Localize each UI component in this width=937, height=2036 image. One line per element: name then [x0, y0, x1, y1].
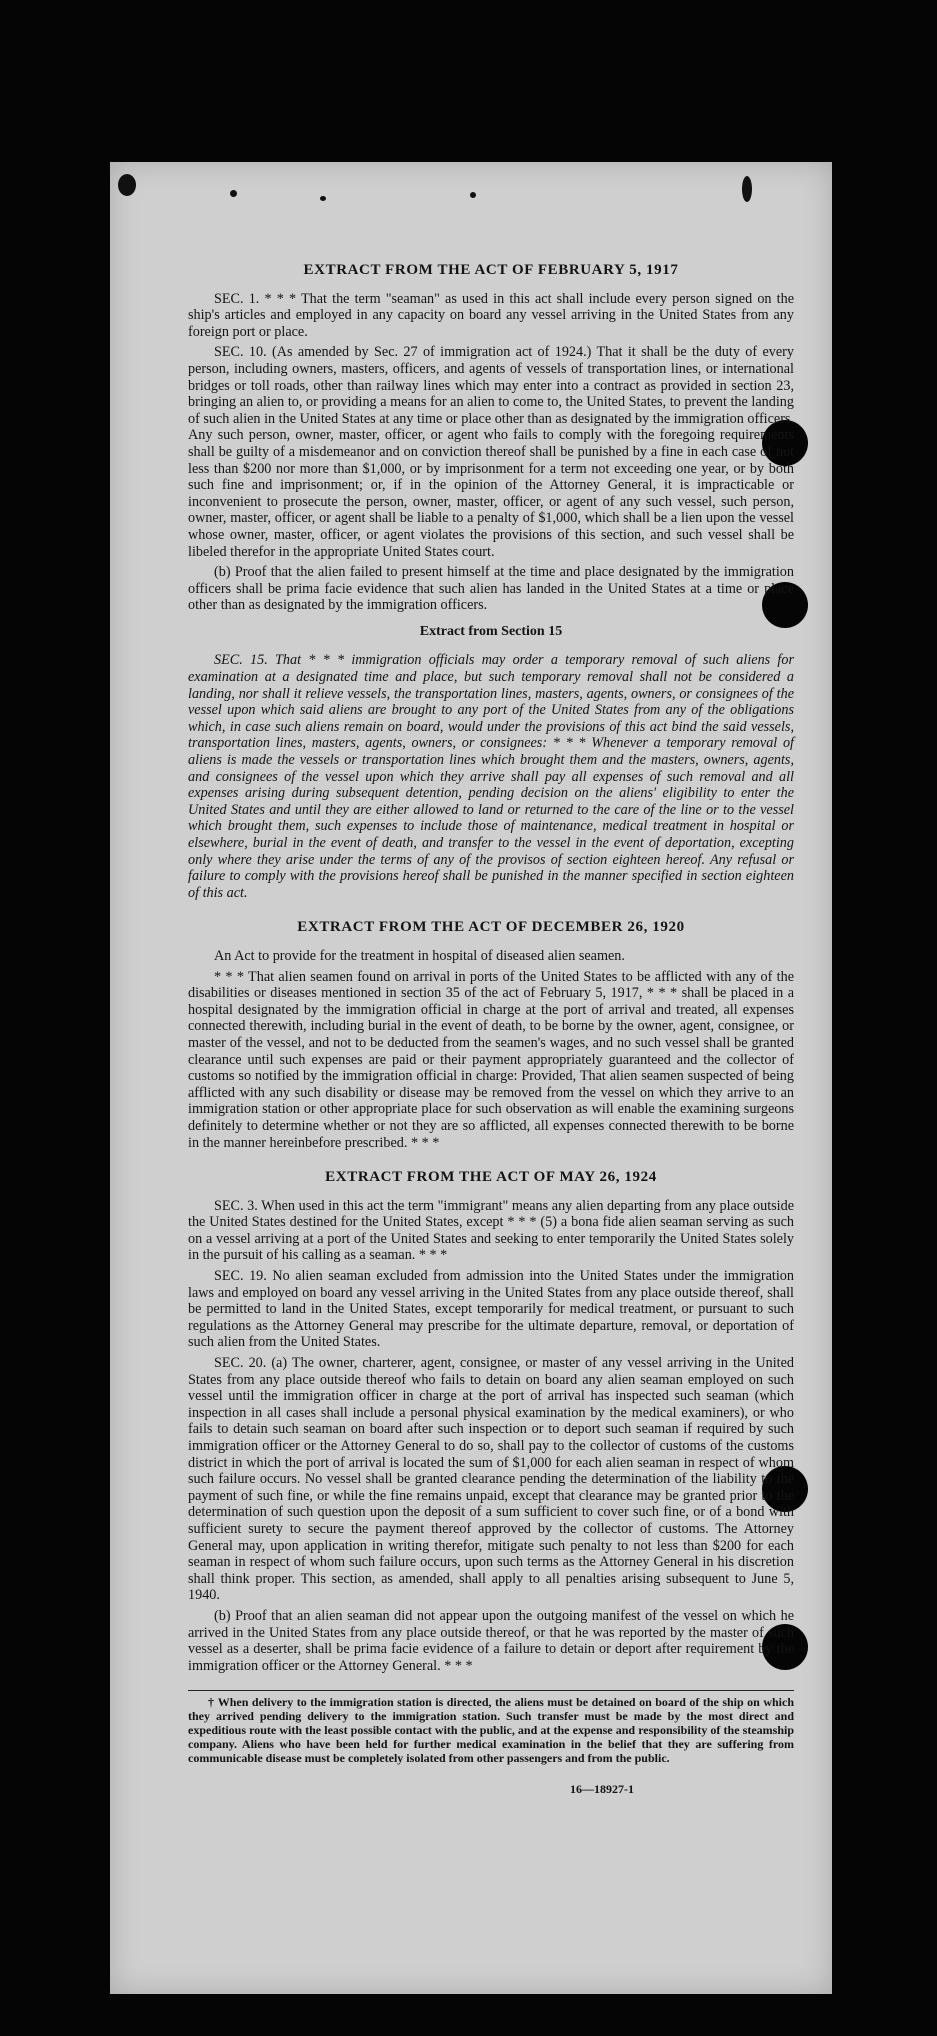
paragraph-sec-1: SEC. 1. * * * That the term "seaman" as used in this act shall include every person signed on the ship's articles and employed in any capacity on board any vessel arriving in the United States from any foreign port or place. [188, 290, 794, 340]
form-number: 16—18927-1 [570, 1782, 634, 1797]
paragraph-act-title-1920: An Act to provide for the treatment in hospital of diseased alien seamen. [214, 947, 625, 964]
document-body [188, 262, 794, 1798]
page-speck [470, 192, 476, 198]
paragraph-sec-19: SEC. 19. No alien seaman excluded from admission into the United States under the immigration laws and employed on board any vessel arriving in the United States from any place outside thereof, shall be permitted to land in the United States, except temporarily for medical treatment, or pursuant to such regulations as the Attorney General may prescribe for the ultimate departure, removal, or deportation of such alien from the United States. [188, 1268, 794, 1351]
paragraph-sec-10-b: (b) Proof that the alien failed to present himself at the time and place designated by the immigration officers shall be prima facie evidence that such alien has landed in the United States at a time or place other than as designated by the immigration officers. [188, 564, 794, 614]
heading-act-1920: EXTRACT FROM THE ACT OF DECEMBER 26, 1920 [297, 919, 685, 936]
page-speck [118, 174, 136, 196]
paragraph-sec-10: SEC. 10. (As amended by Sec. 27 of immigration act of 1924.) That it shall be the duty of every person, including owners, masters, officers, and agents of vessels of transportation lines, or international bridges or toll roads, other than railway lines which may enter into a contract as provided in section 23, bringing an alien to, or providing a means for an alien to come to, the United States, to prevent the landing of such alien in the United States at any time or place other than as designated by the immigration officers. Any such person, owner, master, officer, or agent who fails to comply with the foregoing requirements shall be guilty of a misdemeanor and on conviction thereof shall be punished by a fine in each case of not less than $200 nor more than $1,000, or by imprisonment for a term not exceeding one year, or by both such fine and imprisonment; or, if in the opinion of the Attorney General, it is impracticable or inconvenient to prosecute the person, owner, master, officer, or agent of any such vessel, such person, owner, master, officer, or agent shall be liable to a penalty of $1,000, which shall be a lien upon the vessel whose owner, master, officer, or agent violates the provisions of this section, and such vessel shall be libeled therefor in the appropriate United States court. [188, 344, 794, 560]
page-speck [320, 196, 326, 201]
paragraph-sec-20: SEC. 20. (a) The owner, charterer, agent, consignee, or master of any vessel arriving in the United States from any place outside thereof who fails to detain on board any alien seaman employed on such vessel until the immigration officer in charge at the port of arrival has inspected such seaman (which inspection in all cases shall include a personal physical examination by the medical examiners), or who fails to detain such seaman on board after such inspection or to deport such seaman if required by such immigration officer or the Attorney General to do so, shall pay to the collector of customs of the customs district in which the port of arrival is located the sum of $1,000 for each alien seaman in respect of whom such failure occurs. No vessel shall be granted clearance pending the determination of the liability to the payment of such fine, or while the fine remains unpaid, except that clearance may be granted prior to the determination of such question upon the deposit of a sum sufficient to cover such fine, or of a bond with sufficient surety to secure the payment thereof approved by the collector of customs. The Attorney General may, upon application in writing therefor, mitigate such penalty to not less than $200 for each seaman in respect of whom such failure occurs, upon such terms as the Attorney General in his discretion shall think proper. This section, as amended, shall apply to all penalties arising subsequent to June 5, 1940. [188, 1355, 794, 1604]
heading-act-1917: EXTRACT FROM THE ACT OF FEBRUARY 5, 1917 [303, 262, 679, 278]
footnote: † When delivery to the immigration station is directed, the aliens must be detained on board of the ship on which they arrived pending delivery to the immigration station. Such transfer must be made by the most direct and expeditious route with the least possible contact with the public, and at the expense and responsibility of the steamship company. Aliens who have been held for further medical examination in the belief that they are suffering from communicable disease must be completely isolated from other passengers and from the public. [188, 1690, 794, 1765]
document-page [110, 162, 832, 1994]
page-speck [742, 176, 752, 202]
heading-section-15: Extract from Section 15 [419, 623, 563, 639]
heading-act-1924: EXTRACT FROM THE ACT OF MAY 26, 1924 [325, 1169, 657, 1186]
paragraph-act-1920: * * * That alien seamen found on arrival in ports of the United States to be afflicted with any of the disabilities or diseases mentioned in section 35 of the act of February 5, 1917, * * * shall be placed in a hospital designated by the immigration official in charge at the port of arrival and treated, all expenses connected therewith, including burial in the event of death, to be borne by the owner, agent, consignee, or master of the vessel, and not to be deducted from the seamen's wages, and no such vessel shall be granted clearance until such expenses are paid or their payment appropriately guaranteed and the collector of customs so notified by the immigration official in charge: Provided, That alien seamen suspected of being afflicted with any such disability or disease may be removed from the vessel on which they arrive to an immigration station or other appropriate place for such observation as will enable the examining surgeons definitely to determine whether or not they are so afflicted, all expenses connected therewith to be borne in the manner hereinbefore prescribed. * * * [188, 968, 794, 1151]
paragraph-sec-3: SEC. 3. When used in this act the term "immigrant" means any alien departing from any place outside the United States destined for the United States, except * * * (5) a bona fide alien seaman serving as such on a vessel arriving at a port of the United States and seeking to enter temporarily the United States solely in the pursuit of his calling as a seaman. * * * [188, 1197, 794, 1264]
paragraph-sec-20-b: (b) Proof that an alien seaman did not appear upon the outgoing manifest of the vessel on which he arrived in the United States from any place outside thereof, or that he was reported by the master of such vessel as a deserter, shall be prima facie evidence of a failure to detain or deport after requirement by the immigration officer or the Attorney General. * * * [188, 1607, 794, 1674]
page-speck [230, 190, 237, 197]
paragraph-sec-15: SEC. 15. That * * * immigration officials may order a temporary removal of such aliens for examination at a designated time and place, but such temporary removal shall not be considered a landing, nor shall it relieve vessels, the transportation lines, masters, agents, owners, or consignees of the vessel upon which said aliens are brought to any port of the United States from any of the obligations which, in case such aliens remain on board, would under the provisions of this act bind the said vessels, transportation lines, masters, agents, owners, or consignees: * * * Whenever a temporary removal of aliens is made the vessels or transportation lines which brought them and the masters, owners, agents, and consignees of the vessel upon which they arrive shall pay all expenses of such removal and all expenses arising during subsequent detention, pending decision on the aliens' eligibility to enter the United States and until they are either allowed to land or returned to the care of the line or to the vessel which brought them, such expenses to include those of maintenance, medical treatment in hospital or elsewhere, burial in the event of death, and transfer to the vessel in the event of deportation, excepting only where they arise under the terms of any of the provisos of section eighteen hereof. Any refusal or failure to comply with the provisions hereof shall be punished in the manner specified in section eighteen of this act. [188, 652, 794, 901]
